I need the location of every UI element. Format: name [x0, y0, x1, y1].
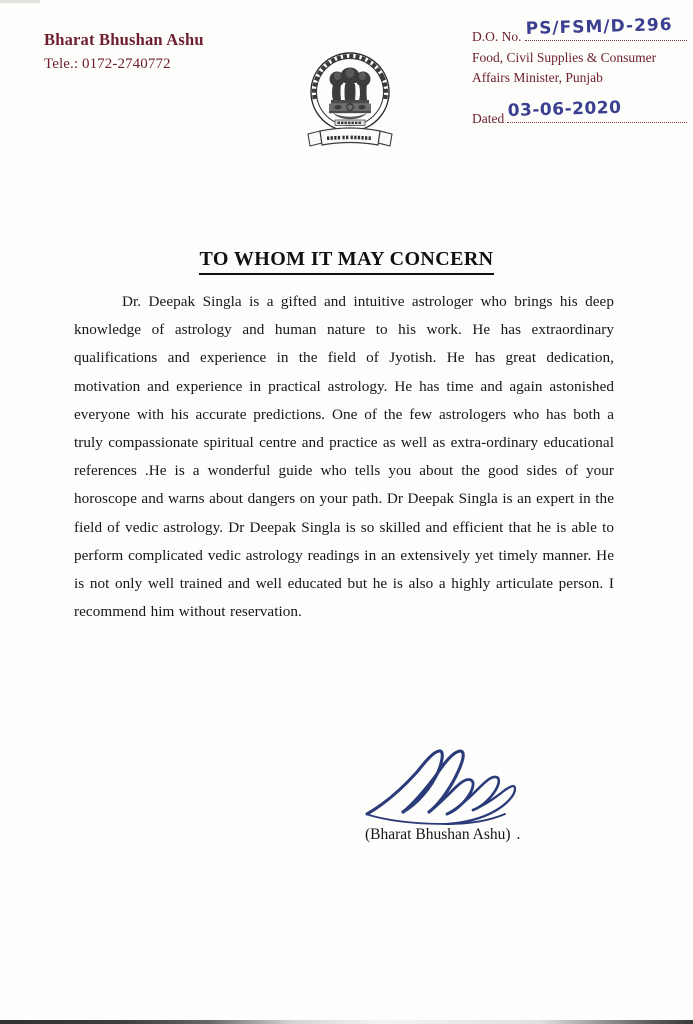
letter-title: TO WHOM IT MAY CONCERN: [199, 248, 493, 275]
department-line-1: Food, Civil Supplies & Consumer: [472, 50, 657, 65]
handwritten-signature-icon: [355, 748, 630, 830]
letter-body-paragraph: Dr. Deepak Singla is a gifted and intuitive astrologer who brings his deep knowledge of astrology and human nature to his work. He has extraordinary qualifications and experience in the field of Jyotish. He has great dedication, motivation and experience in practical astrology. He has time and again astonished everyone with his accurate predictions. One of the few astrologers who has both a truly compassionate spiritual centre and practice as well as extra-ordinary educational references .He is a wonderful guide who tells you about the good sides of your horoscope and warns about dangers on your path. Dr Deepak Singla is an expert in the field of vedic astrology. Dr Deepak Singla is so skilled and efficient that he is able to perform complicated vedic astrology readings in an extensively yet timely manner. He is not only well trained and well educated but he is also a highly articulate person. I recommend him without reservation.: [74, 293, 614, 621]
letterhead-header: [0, 14, 693, 146]
dated-label: Dated: [472, 111, 505, 127]
india-state-emblem-icon: [300, 46, 400, 158]
dated-row: [472, 97, 687, 127]
do-number-label: D.O. No.: [472, 29, 522, 44]
do-number-row: [472, 14, 687, 45]
sender-name: Bharat Bhushan Ashu: [44, 30, 204, 49]
signatory-trailing-dot: .: [516, 826, 521, 843]
scan-edge-bottom: [0, 1020, 693, 1024]
letterhead-reference-block: [472, 14, 687, 127]
department-line-2: Affairs Minister, Punjab: [472, 69, 603, 85]
letterhead-sender-block: [44, 30, 204, 73]
dated-dotted-rule: [507, 97, 687, 123]
scan-edge-top: [0, 0, 40, 3]
sender-telephone: Tele.: 0172-2740772: [44, 56, 171, 72]
signatory-name-text: (Bharat Bhushan Ashu): [365, 826, 511, 843]
do-number-dotted-rule: [524, 14, 688, 41]
department-title: [472, 48, 687, 87]
signature-block: [355, 748, 630, 844]
dated-handwritten-value: 03-06-2020: [507, 97, 622, 122]
do-number-handwritten-value: PS/FSM/D-296: [524, 14, 673, 39]
letter-title-container: [0, 248, 693, 275]
